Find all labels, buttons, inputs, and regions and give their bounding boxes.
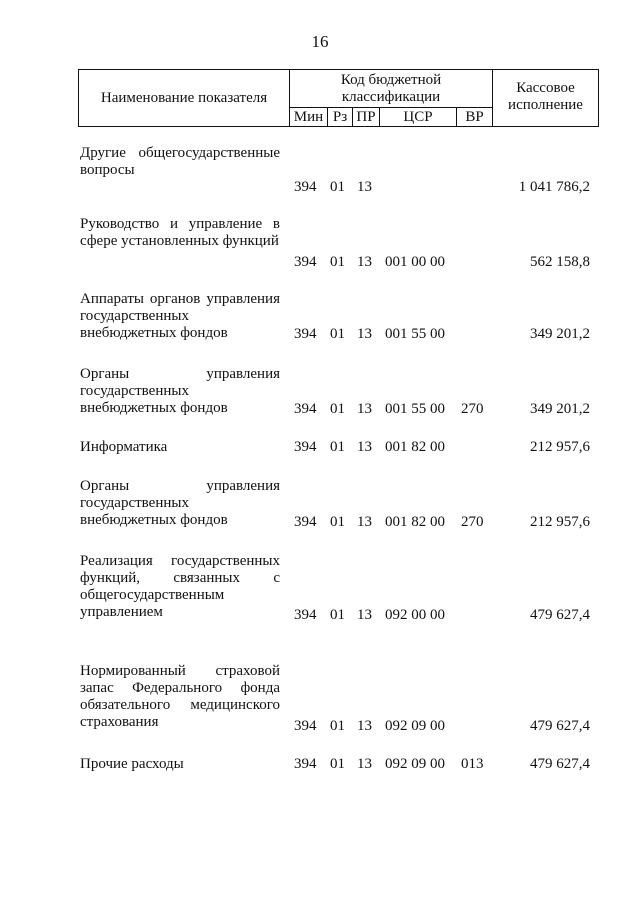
row-amount: 479 627,4 — [530, 607, 590, 623]
row-pr: 13 — [357, 718, 372, 734]
row-csr: 092 09 00 — [385, 718, 445, 734]
row-min: 394 — [294, 718, 317, 734]
row-amount: 479 627,4 — [530, 756, 590, 772]
row-min: 394 — [294, 439, 317, 455]
row-csr: 001 82 00 — [385, 439, 445, 455]
row-rz: 01 — [330, 439, 345, 455]
row-name: Информатика — [80, 439, 168, 455]
row-vr: 270 — [461, 514, 484, 530]
row-name: Прочие расходы — [80, 756, 184, 772]
row-csr: 001 82 00 — [385, 514, 445, 530]
row-amount: 212 957,6 — [530, 514, 590, 530]
row-rz: 01 — [330, 179, 345, 195]
row-pr: 13 — [357, 756, 372, 772]
header-min-label: Мин — [293, 109, 324, 125]
header-pr-label: ПР — [356, 109, 376, 125]
row-min: 394 — [294, 254, 317, 270]
row-amount: 349 201,2 — [530, 401, 590, 417]
row-rz: 01 — [330, 756, 345, 772]
row-amount: 212 957,6 — [530, 439, 590, 455]
header-amount-label: Кассовое исполнение — [508, 80, 583, 113]
row-pr: 13 — [357, 401, 372, 417]
row-min: 394 — [294, 607, 317, 623]
row-pr: 13 — [357, 254, 372, 270]
header-vr-label: ВР — [465, 109, 484, 125]
header-code-group-label: Код бюджетной классификации — [340, 72, 442, 105]
row-name: Органы управления государственных внебюджетных фондов — [80, 366, 280, 416]
row-rz: 01 — [330, 607, 345, 623]
row-name: Другие общегосударственные вопросы — [80, 145, 280, 178]
row-csr: 001 00 00 — [385, 254, 445, 270]
row-vr: 270 — [461, 401, 484, 417]
page-number: 16 — [311, 32, 329, 51]
row-min: 394 — [294, 756, 317, 772]
row-name: Аппараты органов управления государственных внебюджетных фондов — [80, 291, 280, 341]
row-min: 394 — [294, 401, 317, 417]
row-amount: 1 041 786,2 — [518, 179, 590, 195]
row-pr: 13 — [357, 439, 372, 455]
row-csr: 001 55 00 — [385, 401, 445, 417]
row-min: 394 — [294, 179, 317, 195]
row-vr: 013 — [461, 756, 484, 772]
row-name: Нормированный страховой запас Федерального фонда обязательного медицинского страхования — [80, 663, 280, 730]
row-amount: 562 158,8 — [530, 254, 590, 270]
row-rz: 01 — [330, 326, 345, 342]
row-csr: 092 00 00 — [385, 607, 445, 623]
row-csr: 092 09 00 — [385, 756, 445, 772]
header-name-label: Наименование показателя — [100, 90, 268, 106]
header-rz-label: Рз — [332, 109, 348, 125]
row-name: Реализация государственных функций, связанных с общегосударственным управлением — [80, 553, 280, 620]
row-rz: 01 — [330, 514, 345, 530]
row-pr: 13 — [357, 607, 372, 623]
row-pr: 13 — [357, 326, 372, 342]
row-pr: 13 — [357, 514, 372, 530]
row-min: 394 — [294, 326, 317, 342]
row-rz: 01 — [330, 718, 345, 734]
row-rz: 01 — [330, 401, 345, 417]
row-min: 394 — [294, 514, 317, 530]
row-rz: 01 — [330, 254, 345, 270]
row-name: Руководство и управление в сфере установленных функций — [80, 216, 280, 249]
row-amount: 479 627,4 — [530, 718, 590, 734]
header-csr-label: ЦСР — [403, 109, 433, 125]
row-amount: 349 201,2 — [530, 326, 590, 342]
row-pr: 13 — [357, 179, 372, 195]
row-csr: 001 55 00 — [385, 326, 445, 342]
row-name: Органы управления государственных внебюджетных фондов — [80, 478, 280, 528]
